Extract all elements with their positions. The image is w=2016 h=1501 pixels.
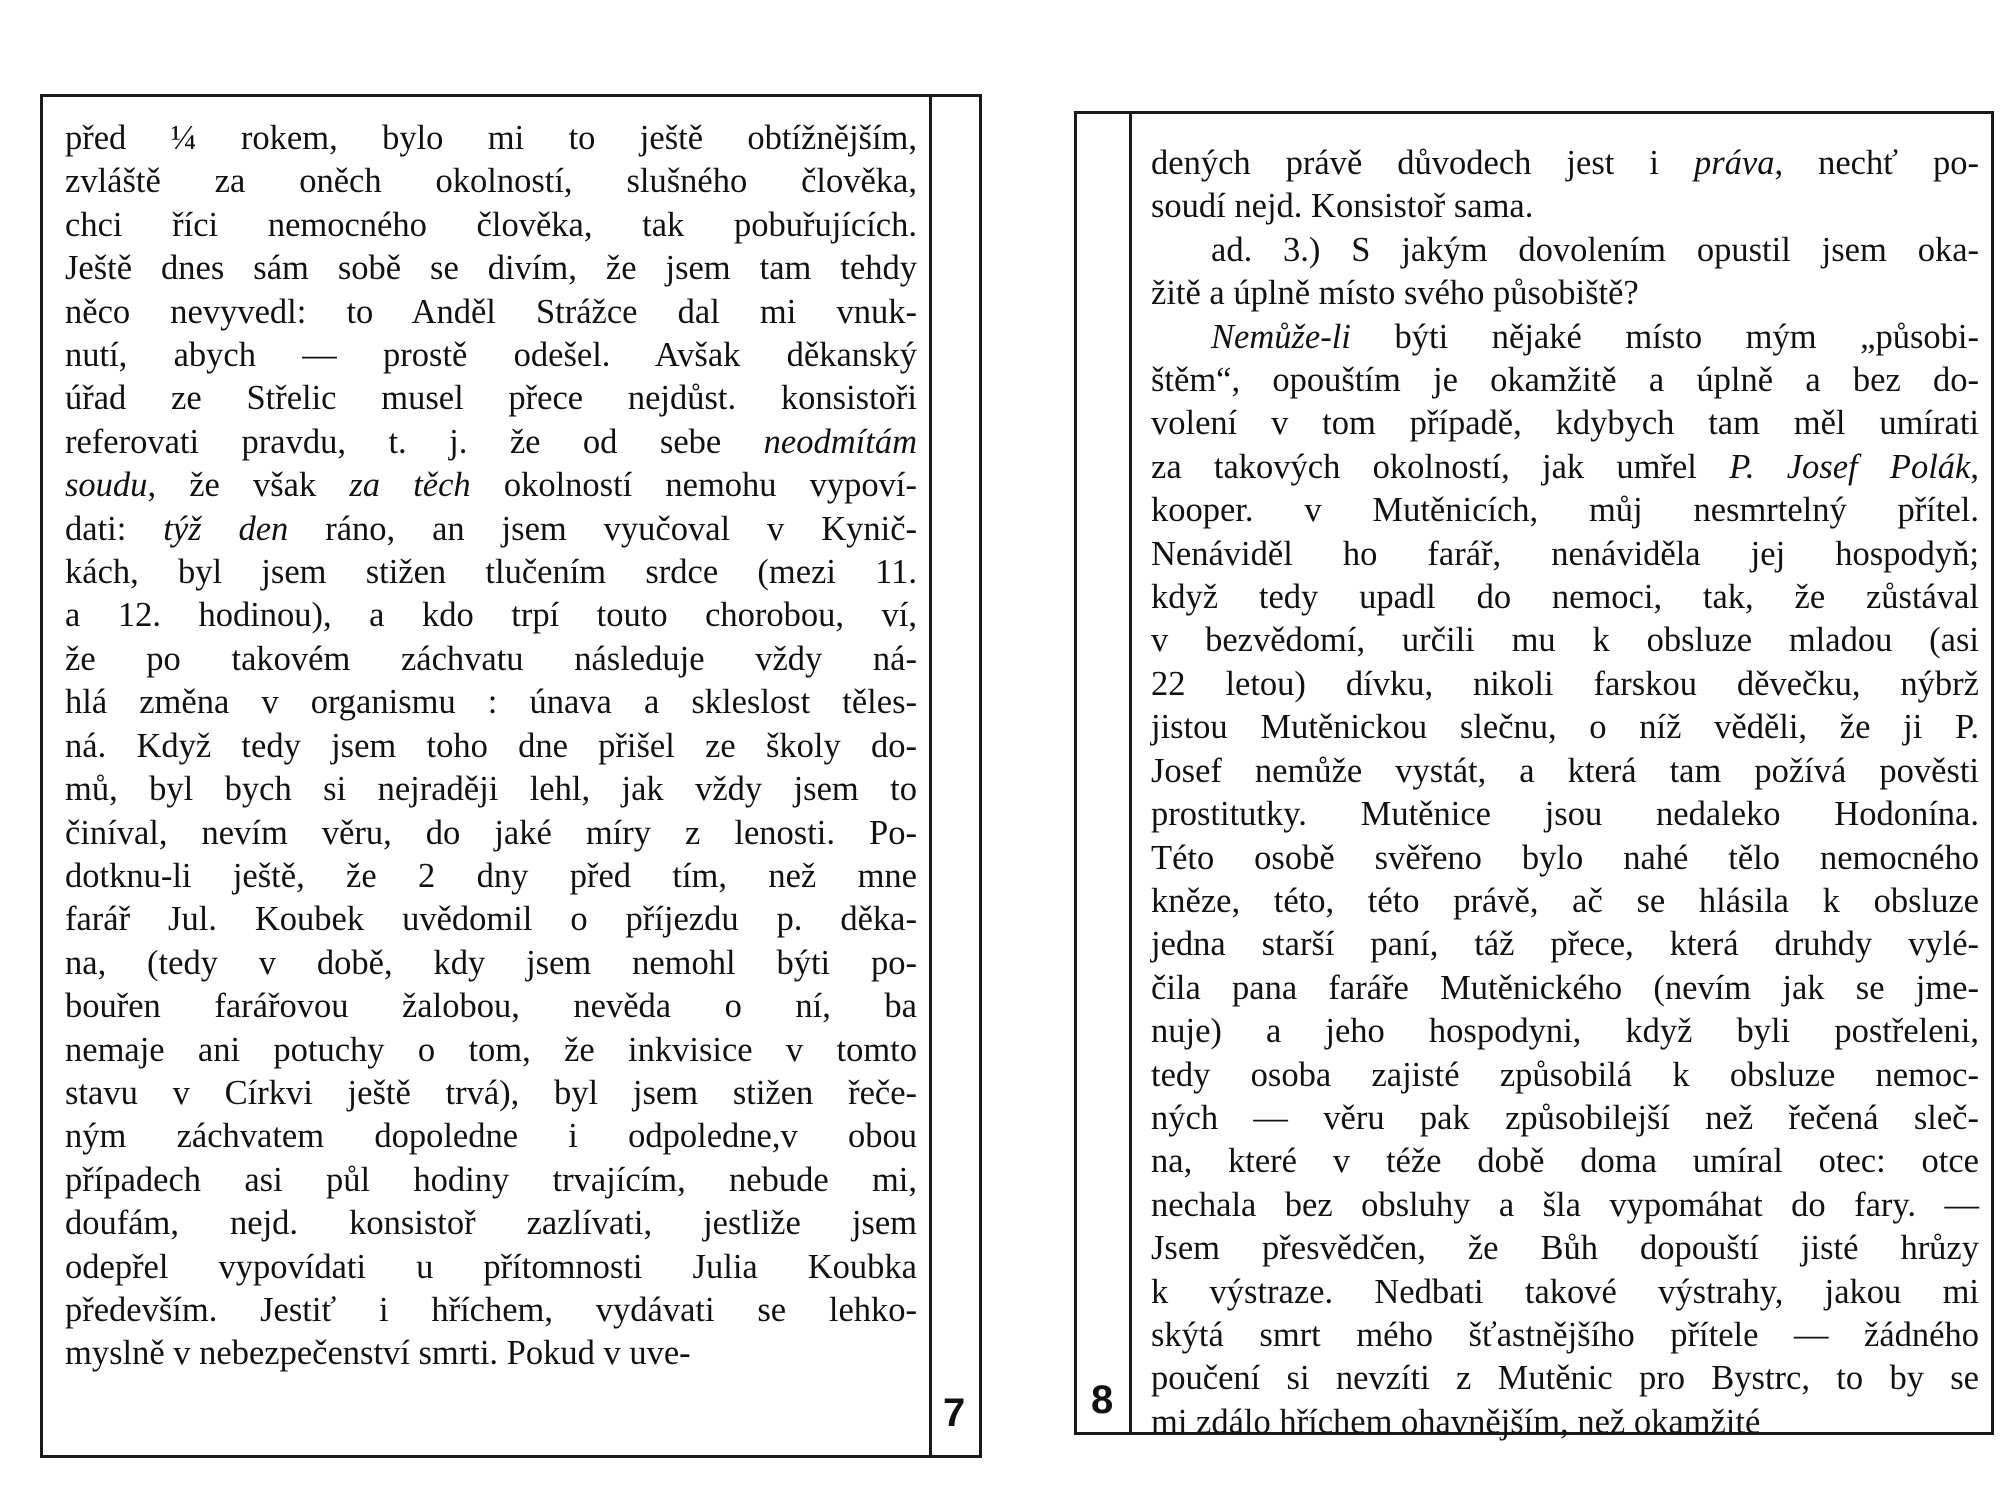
text-line: soudí nejd. Konsistoř sama.	[1151, 187, 1534, 226]
text-line: volení v tom případě, kdybych tam měl umírati	[1151, 404, 1979, 443]
text-line: za takových okolností, jak umřel P. Josef Polák,	[1151, 447, 1979, 486]
text-line: jistou Mutěnickou slečnu, o níž věděli, že ji P.	[1151, 708, 1979, 747]
text-line: Jsem přesvědčen, že Bůh dopouští jisté hrůzy	[1151, 1229, 1979, 1268]
text-line: Josef nemůže vystát, a která tam požívá pověsti	[1151, 751, 1979, 790]
text-line: zvláště za oněch okolností, slušného člověka,	[65, 162, 917, 201]
text-line: a 12. hodinou), a kdo trpí touto chorobou, ví,	[65, 596, 917, 635]
margin-rule	[1129, 114, 1132, 1432]
text-line: nutí, abych — prostě odešel. Avšak děkanský	[65, 336, 917, 375]
text-line: hlá změna v organismu : únava a skleslost těles-	[65, 683, 917, 722]
text-line: dených právě důvodech jest i práva, nechť po-	[1151, 144, 1979, 182]
text-line: činíval, nevím věru, do jaké míry z lenosti. Po-	[65, 813, 917, 852]
text-line: především. Jestiť i hříchem, vydávati se lehko-	[65, 1290, 917, 1329]
text-line: Ještě dnes sám sobě se divím, že jsem tam tehdy	[65, 249, 917, 288]
text-line: mi zdálo hříchem ohavnějším, než okamžité	[1151, 1402, 1761, 1441]
text-line: nemaje ani potuchy o tom, že inkvisice v tomto	[65, 1030, 917, 1069]
text-line: nuje) a jeho hospodyni, když byli postřeleni,	[1151, 1012, 1979, 1051]
text-line: referovati pravdu, t. j. že od sebe neodmítám	[65, 422, 917, 461]
text-line: případech asi půl hodiny trvajícím, nebude mi,	[65, 1160, 917, 1199]
text-line: čila pana faráře Mutěnického (nevím jak se jme-	[1151, 968, 1979, 1007]
text-line: něco nevyvedl: to Anděl Strážce dal mi vnuk-	[65, 292, 917, 331]
text-line: žitě a úplně místo svého působiště?	[1151, 274, 1639, 313]
text-line: před ¼ rokem, bylo mi to ještě obtížnějším,	[65, 119, 917, 157]
text-line: doufám, nejd. konsistoř zazlívati, jestliže jsem	[65, 1204, 917, 1243]
left-page-text	[65, 117, 917, 1376]
text-line: poučení si nevzíti z Mutěnic pro Bystrc, to by se	[1151, 1359, 1979, 1398]
text-line: k výstraze. Nedbati takové výstrahy, jakou mi	[1151, 1272, 1979, 1311]
text-line: úřad ze Střelic musel přece nejdůst. konsistoři	[65, 379, 917, 418]
text-line: když tedy upadl do nemoci, tak, že zůstával	[1151, 578, 1979, 617]
text-line: kách, byl jsem stižen tlučením srdce (mezi 11.	[65, 553, 917, 592]
text-line: skýtá smrt mého šťastnějšího přítele — žádného	[1151, 1315, 1979, 1354]
text-line: dati: týž den ráno, an jsem vyučoval v Kynič-	[65, 509, 917, 548]
margin-rule	[929, 97, 932, 1455]
text-line: farář Jul. Koubek uvědomil o příjezdu p. děka-	[65, 900, 917, 939]
text-line: v bezvědomí, určili mu k obsluze mladou (asi	[1151, 621, 1979, 660]
right-page	[1074, 111, 1994, 1441]
text-line: mů, byl bych si nejraději lehl, jak vždy jsem to	[65, 770, 917, 809]
text-line: ným záchvatem dopoledne i odpoledne,v obou	[65, 1117, 917, 1156]
text-line: jedna starší paní, táž přece, která druhdy vylé-	[1151, 925, 1979, 964]
page-number: 8	[1091, 1378, 1114, 1422]
text-line: odepřel vypovídati u přítomnosti Julia Koubka	[65, 1247, 917, 1286]
text-line: na, (tedy v době, kdy jsem nemohl býti po-	[65, 943, 917, 982]
left-page	[40, 94, 982, 1458]
text-line: Nemůže-li býti nějaké místo mým „působi-	[1211, 317, 1979, 356]
text-line: štěm“, opouštím je okamžitě a úplně a bez do-	[1151, 361, 1979, 400]
text-line: Této osobě svěřeno bylo nahé tělo nemocného	[1151, 838, 1979, 877]
text-line: dotknu-li ještě, že 2 dny před tím, než mne	[65, 856, 917, 895]
text-line: soudu, že však za těch okolností nemohu vypoví-	[65, 466, 918, 505]
right-page-text	[1151, 142, 1979, 1444]
text-line: myslně v nebezpečenství smrti. Pokud v uve-	[65, 1334, 691, 1373]
text-line: ných — věru pak způsobilejší než řečená sleč-	[1151, 1098, 1979, 1137]
text-line: nechala bez obsluhy a šla vypomáhat do fary. —	[1151, 1185, 1979, 1224]
text-line: 22 letou) dívku, nikoli farskou děvečku, nýbrž	[1151, 664, 1979, 703]
text-line: tedy osoba zajisté způsobilá k obsluze nemoc-	[1151, 1055, 1979, 1094]
text-line: chci říci nemocného člověka, tak pobuřujících.	[65, 205, 917, 244]
text-line: na, které v téže době doma umíral otec: otce	[1151, 1142, 1979, 1181]
text-line: Nenáviděl ho farář, nenáviděla jej hospodyň;	[1151, 534, 1979, 573]
text-line: stavu v Církvi ještě trvá), byl jsem stižen řeče-	[65, 1073, 917, 1112]
text-line: ná. Když tedy jsem toho dne přišel ze školy do-	[65, 726, 917, 765]
page-number: 7	[943, 1391, 966, 1435]
text-line: že po takovém záchvatu následuje vždy ná-	[65, 639, 917, 678]
text-line: kooper. v Mutěnicích, můj nesmrtelný přítel.	[1151, 491, 1979, 530]
text-line: bouřen farářovou žalobou, nevěda o ní, ba	[65, 987, 917, 1026]
text-line: ad. 3.) S jakým dovolením opustil jsem oka-	[1211, 230, 1979, 269]
text-line: prostitutky. Mutěnice jsou nedaleko Hodonína.	[1151, 795, 1979, 834]
text-line: kněze, této, této právě, ač se hlásila k obsluze	[1151, 881, 1979, 920]
